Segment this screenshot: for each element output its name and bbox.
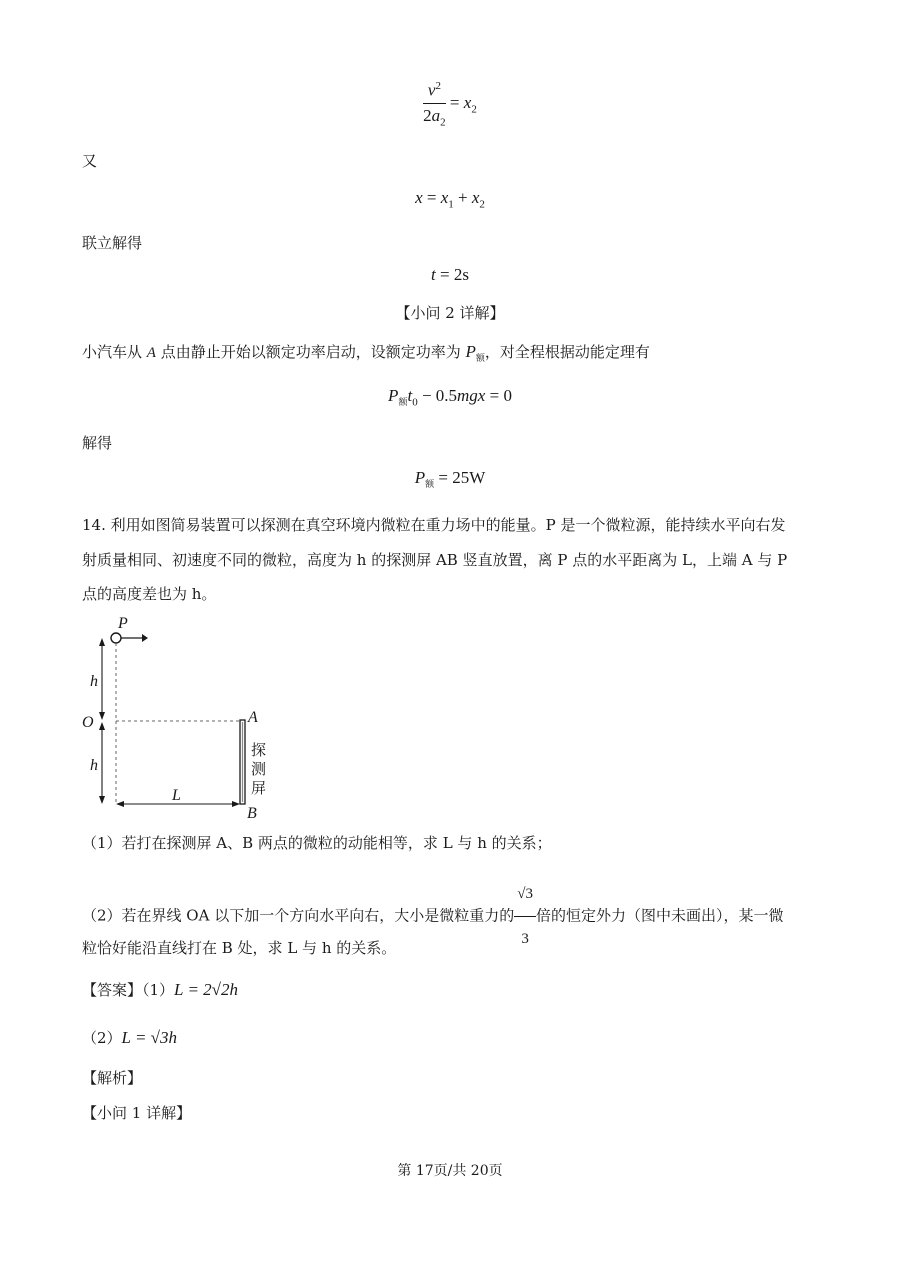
analysis-label: 【解析】 [82,1069,143,1087]
answer-2: （2）L = √3h [82,1028,177,1047]
screen-label-3: 屏 [251,779,267,797]
text-you: 又 [82,152,98,170]
problem-14-line2: 射质量相同、初速度不同的微粒，高度为 h 的探测屏 AB 竖直放置，离 P 点的水平距离为 L，上端 A 与 P [82,551,788,569]
label-P: P [118,615,128,632]
particle-source-icon [111,633,121,643]
equation-total-displacement: $x = x_1 + x_2$ [415,188,485,211]
fraction-sqrt3-over-3: $\frac{√3}{3}$ [514,874,536,959]
question-2-line2: 粒恰好能沿直线打在 B 处，求 L 与 h 的关系。 [82,939,397,957]
question-1: （1）若打在探测屏 A、B 两点的微粒的动能相等，求 L 与 h 的关系； [82,834,552,852]
label-B: B [247,805,257,822]
equation-time-result: t = 2s [431,265,469,284]
equation-power-result: $P_额 = 25W$ [414,468,486,490]
question-2: （2）若在界线 OA 以下加一个方向水平向右，大小是微粒重力的 $\frac{√3}{3}$ 倍的恒定外力（图中未画出），某一微 [82,874,822,959]
label-A: A [248,709,258,726]
answer-1: 【答案】（1）L = 2√2h [82,980,238,999]
page-footer: 第 17页/共 20页 [397,1163,503,1179]
label-h-top: h [90,673,98,690]
apparatus-diagram [80,612,280,822]
label-O: O [82,714,94,731]
problem-14-line3: 点的高度差也为 h。 [82,585,217,603]
section-heading-q2: 【小问 2 详解】 [395,304,505,322]
fraction: $\frac{v^2}{2a_2}$ [423,80,446,129]
section-heading-q1: 【小问 1 详解】 [82,1104,192,1122]
text-jiede: 解得 [82,434,113,452]
text-lianli: 联立解得 [82,234,143,252]
velocity-arrowhead-icon [142,634,148,642]
screen-label-2: 测 [251,760,267,778]
equation-work-energy: $P_额t_0 - 0.5mgx = 0$ [388,386,512,409]
equation-velocity-displacement: $\frac{v^2}{2a_2}$ = $x_2$ [423,80,477,129]
problem-14-line1: 14. 利用如图简易装置可以探测在真空环境内微粒在重力场中的能量。P 是一个微粒源，能持续水平向右发 [82,516,786,534]
screen-label-1: 探 [251,741,267,759]
label-L: L [172,787,181,804]
paragraph-car: 小汽车从 A 点由静止开始以额定功率启动，设额定功率为 $P_额$，对全程根据动能定理有 [82,342,650,364]
label-h-bottom: h [90,757,98,774]
